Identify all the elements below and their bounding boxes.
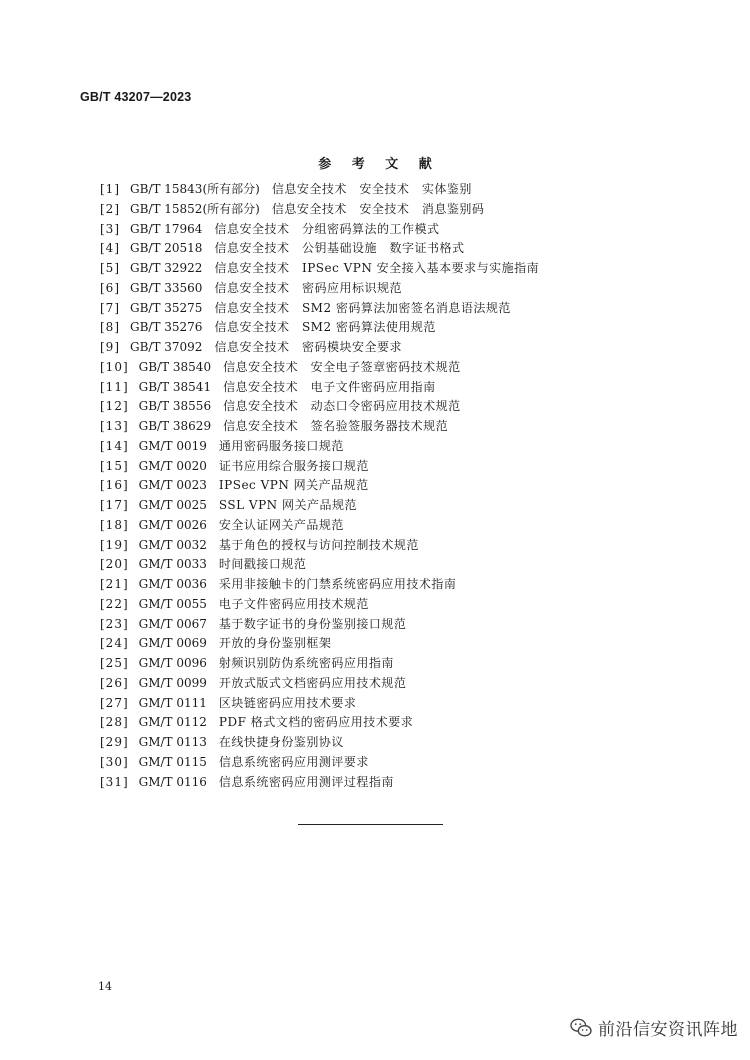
reference-title: 信息安全技术 SM2 密码算法使用规范: [214, 320, 436, 335]
reference-number: [23]: [100, 616, 129, 631]
reference-code: GM/T 0115: [138, 754, 207, 769]
reference-title: IPSec VPN 网关产品规范: [218, 478, 369, 493]
reference-title: 采用非接触卡的门禁系统密码应用技术指南: [218, 577, 457, 591]
reference-title: SSL VPN 网关产品规范: [218, 498, 357, 512]
reference-number: [2]: [100, 201, 120, 216]
reference-number: [4]: [100, 241, 120, 256]
reference-title: 电子文件密码应用技术规范: [218, 596, 369, 611]
watermark: [570, 1015, 738, 1040]
reference-code: GM/T 0019: [138, 438, 207, 453]
standard-id: GB/T 43207—2023: [80, 90, 192, 104]
reference-code: GB/T 38540: [138, 359, 212, 374]
reference-item: [100, 634, 539, 654]
reference-number: [30]: [100, 754, 129, 769]
reference-item: [100, 180, 539, 200]
reference-code: GB/T 15852(所有部分): [130, 201, 260, 216]
reference-title: 信息安全技术 分组密码算法的工作模式: [214, 221, 440, 236]
reference-number: [11]: [100, 379, 129, 394]
reference-item: [100, 299, 539, 319]
reference-number: [7]: [100, 300, 120, 315]
reference-title: 射频识别防伪系统密码应用指南: [218, 656, 394, 670]
reference-title: 通用密码服务接口规范: [218, 438, 344, 453]
reference-title: 基于数字证书的身份鉴别接口规范: [218, 616, 407, 631]
reference-item: [100, 397, 539, 417]
watermark-text: 前沿信安资讯阵地: [598, 1020, 738, 1040]
reference-number: [21]: [100, 577, 129, 591]
reference-title: 信息安全技术 密码应用标识规范: [214, 280, 402, 295]
reference-number: [31]: [100, 774, 129, 789]
reference-number: [20]: [100, 557, 129, 572]
reference-number: [18]: [100, 517, 129, 532]
reference-title: 证书应用综合服务接口规范: [218, 458, 369, 473]
reference-title: 区块链密码应用技术要求: [218, 695, 357, 710]
reference-number: [24]: [100, 636, 129, 651]
reference-code: GB/T 38556: [138, 399, 212, 414]
reference-number: [29]: [100, 735, 129, 749]
reference-number: [15]: [100, 458, 129, 473]
reference-title: PDF 格式文档的密码应用技术要求: [218, 715, 414, 730]
reference-code: GB/T 32922: [130, 261, 203, 275]
reference-number: [6]: [100, 280, 120, 295]
reference-code: GM/T 0020: [138, 458, 207, 473]
reference-item: [100, 496, 539, 516]
reference-code: GM/T 0032: [138, 537, 207, 552]
reference-code: GB/T 20518: [130, 241, 203, 256]
reference-code: GM/T 0113: [138, 735, 207, 749]
reference-title: 信息安全技术 签名验签服务器技术规范: [223, 419, 449, 433]
reference-number: [14]: [100, 438, 129, 453]
reference-number: [10]: [100, 359, 129, 374]
wechat-icon: [570, 1018, 592, 1038]
reference-number: [9]: [100, 340, 120, 354]
reference-code: GM/T 0023: [138, 478, 207, 493]
reference-item: [100, 476, 539, 496]
reference-number: [28]: [100, 715, 129, 730]
reference-item: [100, 654, 539, 674]
reference-item: [100, 358, 539, 378]
reference-code: GB/T 33560: [130, 280, 203, 295]
reference-item: [100, 615, 539, 635]
reference-number: [5]: [100, 261, 120, 275]
reference-item: [100, 318, 539, 338]
reference-number: [22]: [100, 596, 129, 611]
reference-item: [100, 694, 539, 714]
reference-code: GM/T 0026: [138, 517, 207, 532]
reference-item: [100, 595, 539, 615]
reference-item: [100, 338, 539, 358]
reference-item: [100, 279, 539, 299]
reference-number: [25]: [100, 656, 129, 670]
reference-code: GM/T 0112: [138, 715, 207, 730]
section-title: 参 考 文 献: [318, 157, 440, 172]
reference-title: 信息安全技术 IPSec VPN 安全接入基本要求与实施指南: [214, 261, 540, 275]
reference-code: GB/T 17964: [130, 221, 203, 236]
reference-item: [100, 437, 539, 457]
reference-code: GB/T 38629: [138, 419, 212, 433]
reference-item: [100, 259, 539, 279]
reference-number: [17]: [100, 498, 129, 512]
reference-title: 开放式版式文档密码应用技术规范: [218, 675, 407, 690]
reference-item: [100, 536, 539, 556]
reference-title: 时间戳接口规范: [218, 557, 307, 572]
reference-code: GM/T 0055: [138, 596, 207, 611]
reference-number: [8]: [100, 320, 120, 335]
reference-title: 信息系统密码应用测评要求: [218, 754, 369, 769]
page-number: 14: [98, 980, 112, 993]
reference-code: GB/T 37092: [130, 340, 203, 354]
reference-number: [3]: [100, 221, 120, 236]
reference-item: [100, 575, 539, 595]
reference-code: GB/T 35276: [130, 320, 203, 335]
reference-item: [100, 733, 539, 753]
reference-code: GM/T 0099: [138, 675, 207, 690]
reference-code: GM/T 0111: [138, 695, 207, 710]
reference-item: [100, 516, 539, 536]
reference-code: GB/T 15843(所有部分): [130, 182, 260, 196]
reference-item: [100, 200, 539, 220]
reference-item: [100, 239, 539, 259]
reference-title: 在线快捷身份鉴别协议: [218, 735, 344, 749]
reference-title: 基于角色的授权与访问控制技术规范: [218, 537, 419, 552]
reference-code: GM/T 0069: [138, 636, 207, 651]
reference-number: [12]: [100, 399, 129, 414]
reference-item: [100, 773, 539, 793]
reference-title: 信息安全技术 SM2 密码算法加密签名消息语法规范: [214, 300, 511, 315]
reference-code: GB/T 38541: [138, 379, 212, 394]
reference-code: GM/T 0116: [138, 774, 207, 789]
reference-title: 安全认证网关产品规范: [218, 517, 344, 532]
reference-item: [100, 674, 539, 694]
reference-title: 信息系统密码应用测评过程指南: [218, 774, 394, 789]
reference-item: [100, 457, 539, 477]
reference-title: 信息安全技术 安全电子签章密码技术规范: [223, 359, 461, 374]
reference-number: [27]: [100, 695, 129, 710]
reference-title: 信息安全技术 安全技术 消息鉴别码: [271, 201, 485, 216]
reference-number: [13]: [100, 419, 129, 433]
reference-item: [100, 378, 539, 398]
reference-title: 信息安全技术 密码模块安全要求: [214, 340, 402, 354]
reference-title: 信息安全技术 动态口令密码应用技术规范: [223, 399, 461, 414]
reference-number: [26]: [100, 675, 129, 690]
reference-number: [1]: [100, 182, 120, 196]
reference-item: [100, 417, 539, 437]
reference-item: [100, 555, 539, 575]
reference-item: [100, 713, 539, 733]
reference-title: 信息安全技术 公钥基础设施 数字证书格式: [214, 241, 465, 256]
reference-code: GM/T 0067: [138, 616, 207, 631]
reference-number: [19]: [100, 537, 129, 552]
reference-item: [100, 220, 539, 240]
reference-code: GM/T 0025: [138, 498, 207, 512]
reference-code: GM/T 0036: [138, 577, 207, 591]
reference-title: 信息安全技术 安全技术 实体鉴别: [271, 182, 472, 196]
reference-item: [100, 753, 539, 773]
reference-list: [100, 180, 539, 792]
reference-code: GM/T 0033: [138, 557, 207, 572]
end-rule: [298, 824, 443, 825]
reference-code: GB/T 35275: [130, 300, 203, 315]
reference-number: [16]: [100, 478, 129, 493]
reference-title: 开放的身份鉴别框架: [218, 636, 332, 651]
reference-code: GM/T 0096: [138, 656, 207, 670]
reference-title: 信息安全技术 电子文件密码应用指南: [223, 379, 436, 394]
